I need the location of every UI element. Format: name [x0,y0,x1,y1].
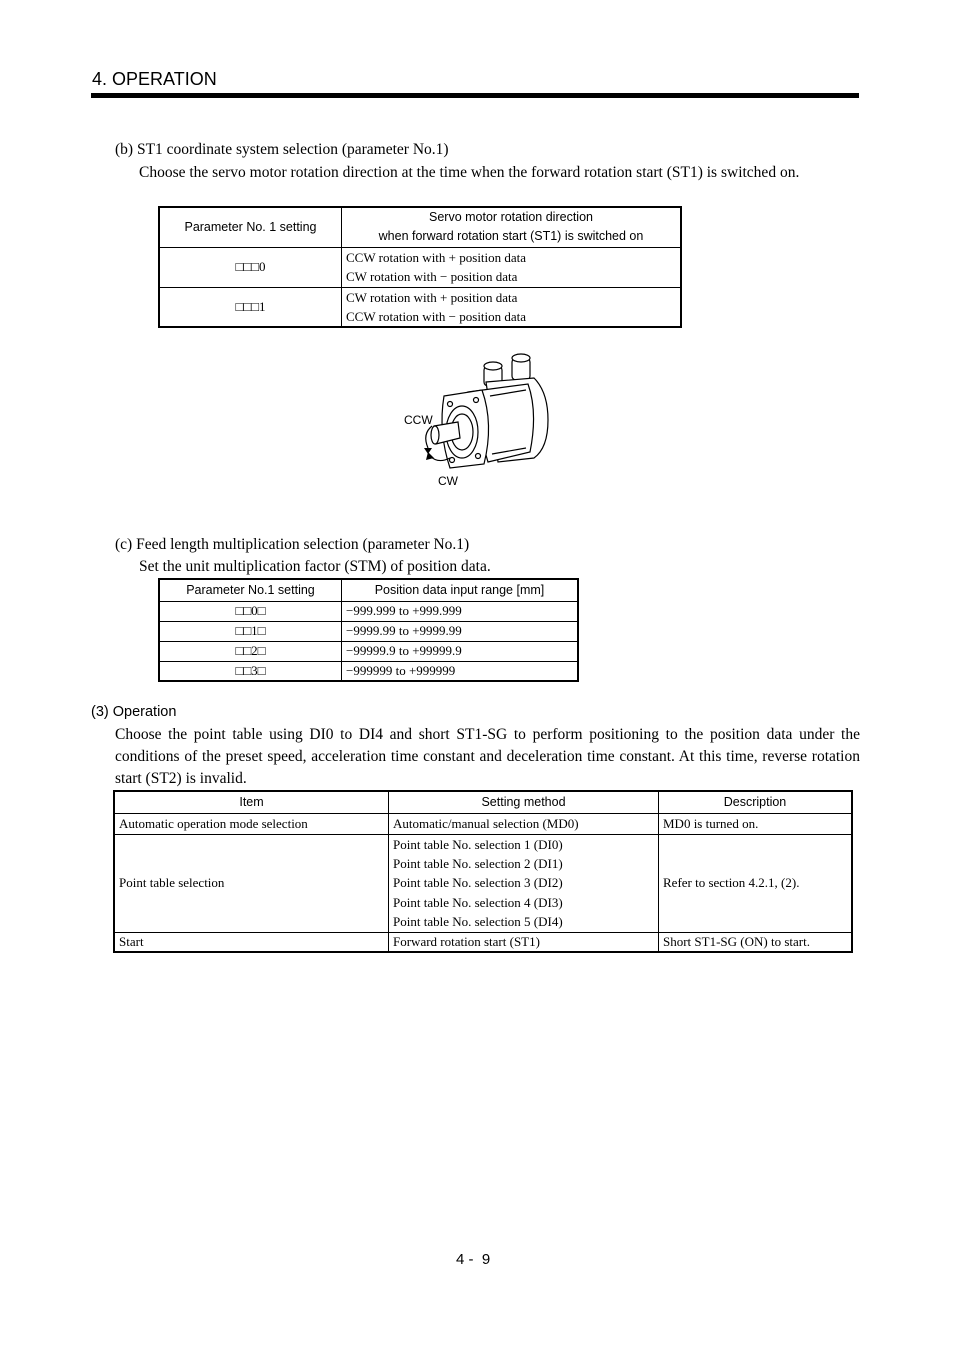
cw-label: CW [438,474,458,488]
servo-motor-illustration [398,352,558,492]
table-header-setting: Parameter No.1 setting [159,579,342,601]
section-b-heading: (b) ST1 coordinate system selection (parameter No.1) [115,141,449,158]
setting-cell: □□3□ [159,661,342,681]
page-number: 4 - 9 [456,1251,491,1268]
section-3-body: Choose the point table using DI0 to DI4 and short ST1-SG to perform positioning to the position data under the conditions of the preset speed, acceleration time constant and deceleration time constant. At this time, reverse rotation start (ST2) is invalid. [115,726,860,787]
direction-line: CCW rotation with + position data [346,250,527,265]
method-line: Point table No. selection 3 (DI2) [393,875,563,891]
section-3-heading: (3) Operation [91,704,177,720]
table-row [114,932,852,952]
setting-cell: □□0□ [159,601,342,621]
item-cell: Start [114,932,389,952]
description-cell: Short ST1-SG (ON) to start. [659,932,853,952]
method-line: Point table No. selection 1 (DI0) [393,836,563,852]
table-header-direction [342,207,682,247]
method-line: Point table No. selection 4 (DI3) [393,894,563,910]
table-row [159,287,681,327]
section-b-body: Choose the servo motor rotation direction at the time when the forward rotation start (ST1) is switched on. [139,164,800,181]
table-row [114,834,852,932]
method-line: Point table No. selection 5 (DI4) [393,914,563,930]
section-c-heading: (c) Feed length multiplication selection (parameter No.1) [115,536,470,553]
range-cell: −99999.9 to +99999.9 [342,641,579,661]
table-header-item: Item [114,791,389,813]
ccw-label: CCW [404,413,433,427]
method-cell [389,834,659,932]
section-c-body: Set the unit multiplication factor (STM) of position data. [139,558,491,575]
setting-cell: □□□1 [159,287,342,327]
operation-table [113,790,853,953]
table-row [159,601,578,621]
item-cell: Automatic operation mode selection [114,813,389,834]
method-line: Point table No. selection 2 (DI1) [393,855,563,871]
table-row [159,661,578,681]
table-row [114,813,852,834]
table-row [159,641,578,661]
table-row [159,621,578,641]
table-header-method: Setting method [389,791,659,813]
header-line-2: when forward rotation start (ST1) is switched on [378,229,644,244]
setting-cell: □□2□ [159,641,342,661]
header-rule [91,93,859,98]
setting-cell: □□1□ [159,621,342,641]
direction-line: CW rotation with − position data [346,269,518,284]
range-cell: −999999 to +999999 [342,661,579,681]
method-cell: Automatic/manual selection (MD0) [389,813,659,834]
description-cell: MD0 is turned on. [659,813,853,834]
header-line-1: Servo motor rotation direction [429,210,593,225]
range-cell: −999.999 to +999.999 [342,601,579,621]
feed-length-table [158,578,579,682]
direction-line: CW rotation with + position data [346,289,518,305]
direction-cell [342,287,682,327]
direction-cell [342,247,682,287]
direction-line: CCW rotation with − position data [346,308,527,324]
setting-cell: □□□0 [159,247,342,287]
table-header-range: Position data input range [mm] [342,579,579,601]
table-row [159,247,681,287]
item-cell: Point table selection [114,834,389,932]
rotation-direction-table [158,206,682,328]
method-cell: Forward rotation start (ST1) [389,932,659,952]
table-header-setting: Parameter No. 1 setting [159,207,342,247]
table-header-description: Description [659,791,853,813]
range-cell: −9999.99 to +9999.99 [342,621,579,641]
description-cell: Refer to section 4.2.1, (2). [659,834,853,932]
page-header-title: 4. OPERATION [92,69,217,89]
